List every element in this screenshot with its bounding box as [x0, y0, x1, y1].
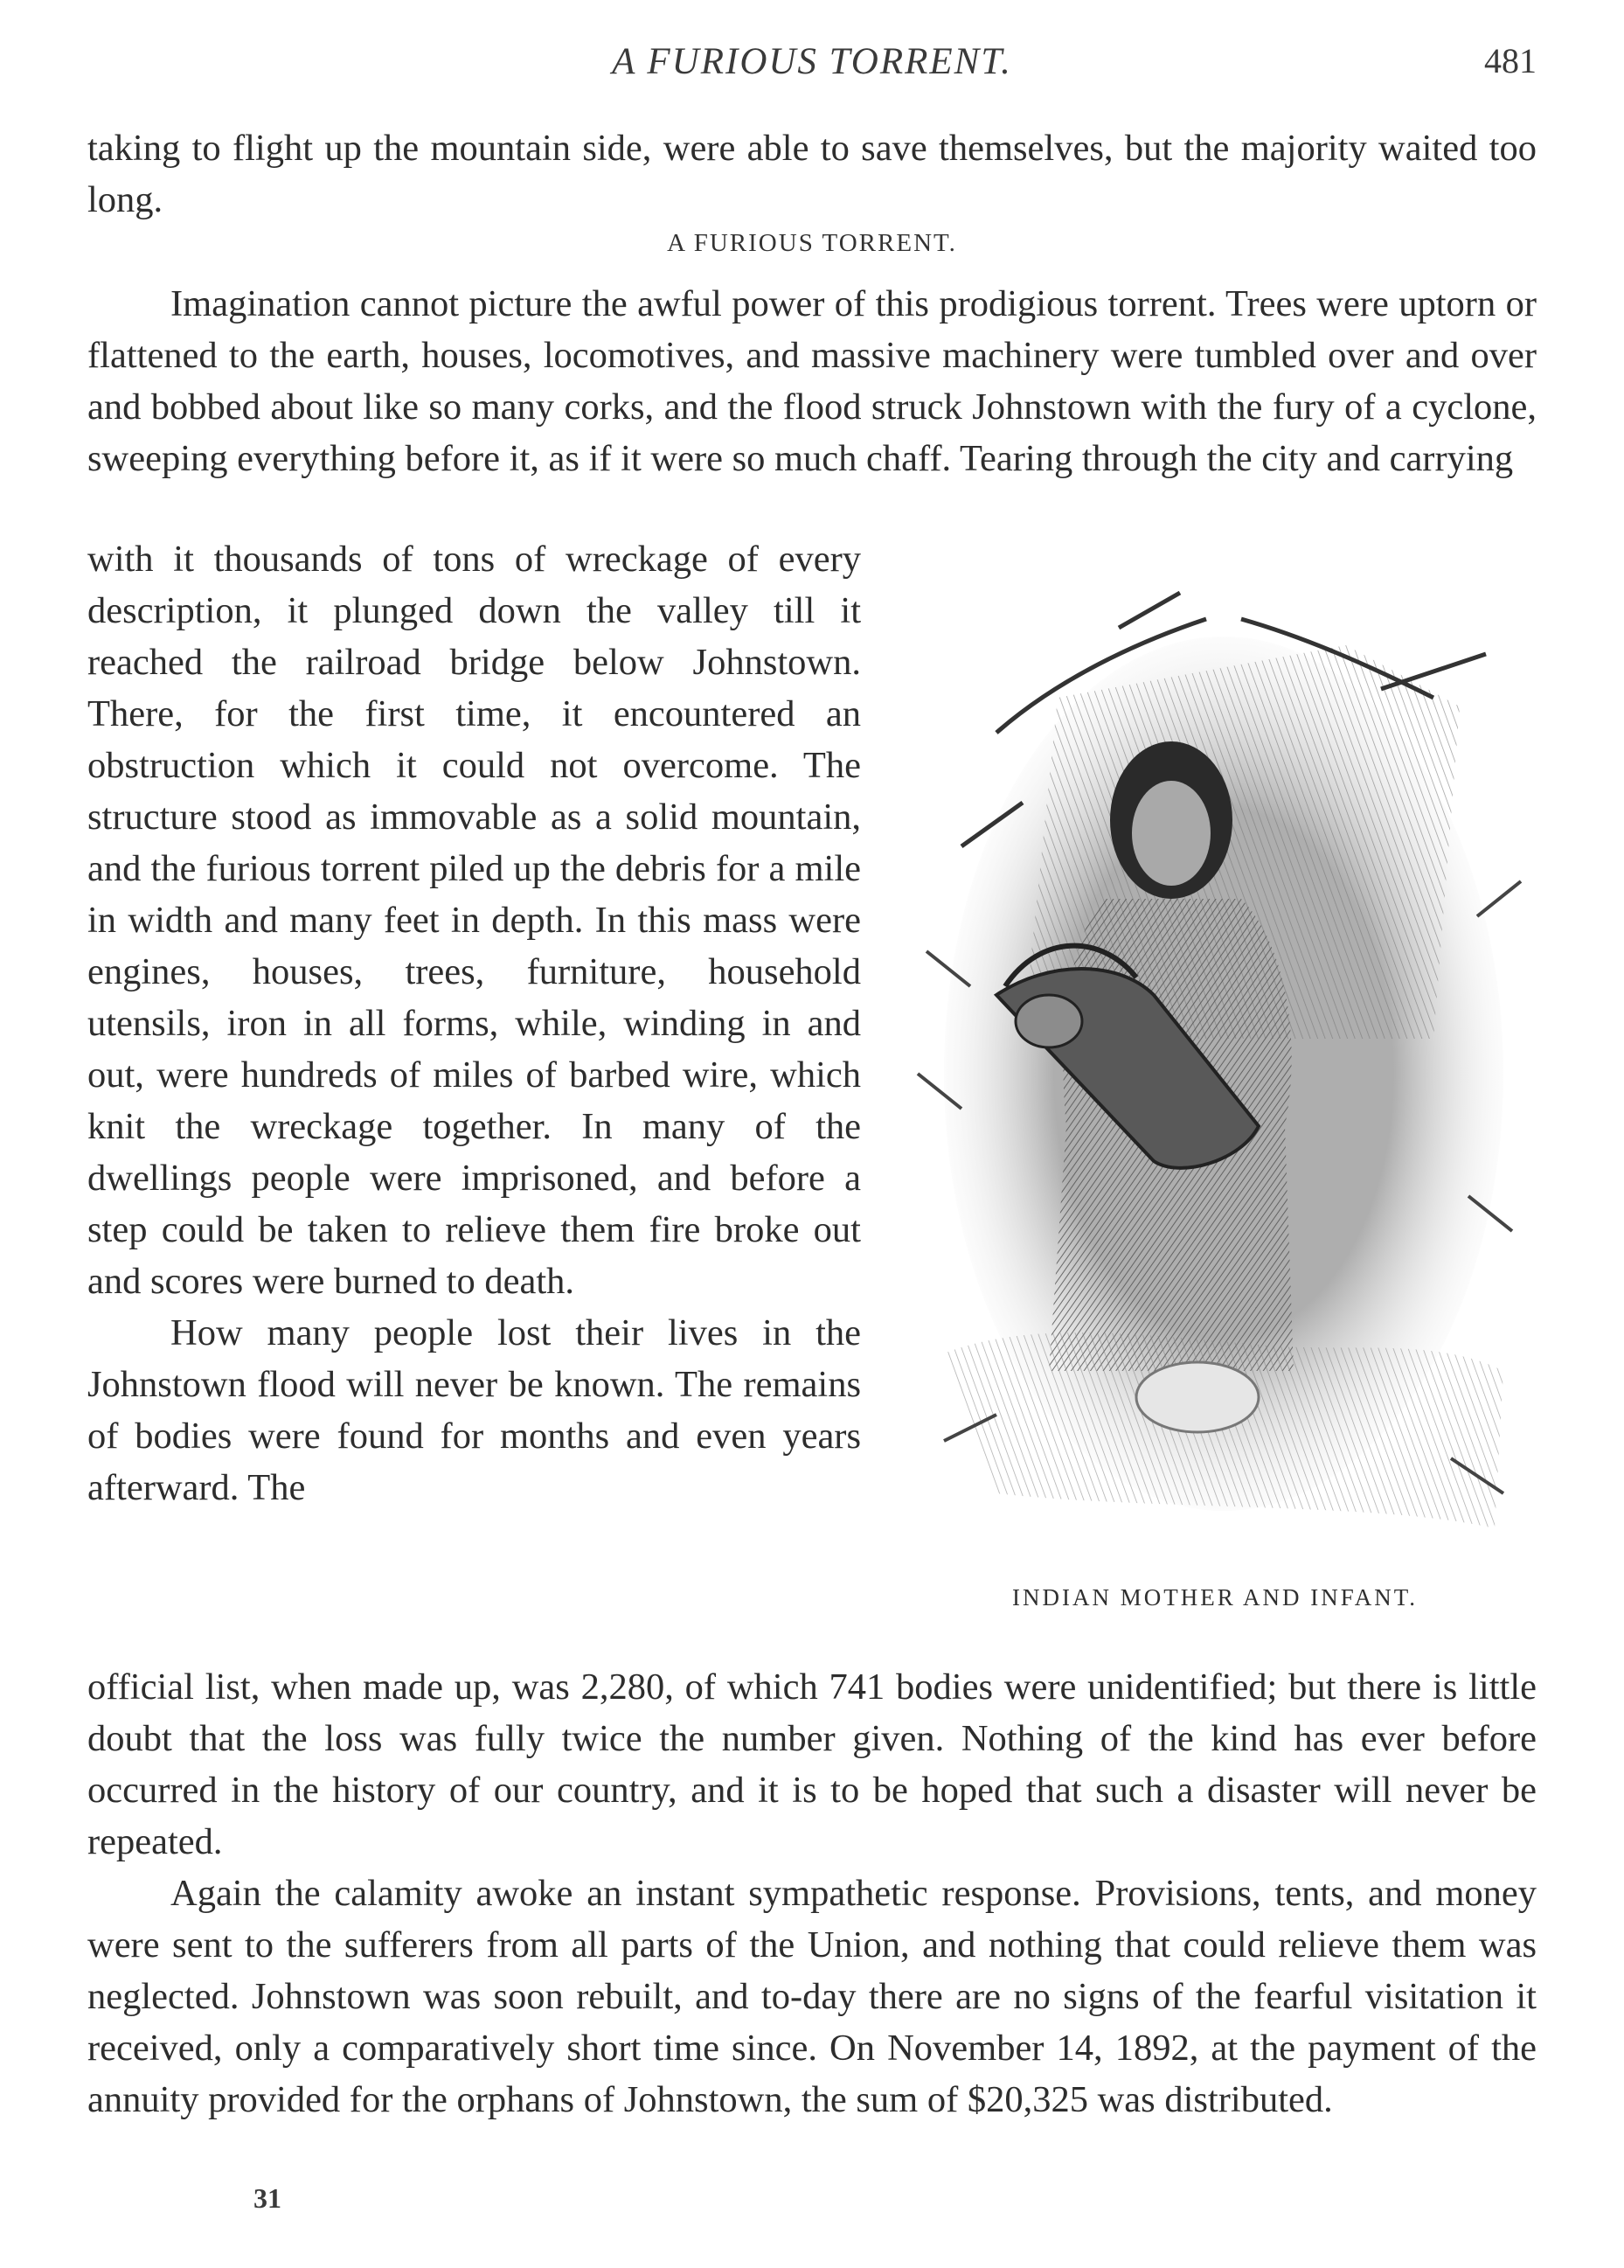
- running-head: [0, 40, 1624, 93]
- signature-mark: 31: [253, 2182, 281, 2214]
- narrow-column: [87, 533, 861, 1513]
- ground-shape: [944, 1332, 1503, 1528]
- paragraph-text: with it thousands of tons of wreckage of every description, it plunged down the valley till it reached the railroad bridge below Johnstown. There, for the first time, it encountered an obstruction which it could not overcome. The structure stood as immovable as a solid mountain, and the furious torrent piled up the debris for a mile in width and many feet in depth. In this mass were engines, houses, trees, furniture, household utensils, iron in all forms, while, winding in and out, were hundreds of miles of barbed wire, which knit the wreckage together. In many of the dwellings people were imprisoned, and before a step could be taken to relieve them fire broke out and scores were burned to death.: [87, 539, 861, 1302]
- paragraph-continued: [87, 122, 1537, 226]
- face-shape: [1132, 781, 1211, 886]
- figure-caption: INDIAN MOTHER AND INFANT.: [1012, 1584, 1418, 1611]
- paragraph-text: Again the calamity awoke an instant sympathetic response. Provisions, tents, and money were sent to the sufferers from all parts of the Union, and nothing that could relieve them was neglected. Johnstown was soon rebuilt, and to-day there are no signs of the fearful visitation it received, only a comparatively short time since. On November 14, 1892, at the payment of the annuity provided for the orphans of Johnstown, the sum of $20,325 was distributed.: [87, 1873, 1537, 2120]
- engraving-image: [892, 584, 1543, 1572]
- paragraph-text: Imagination cannot picture the awful power of this prodigious torrent. Trees were uptorn or flattened to the earth, houses, locomotives, and massive machinery were tumbled over and over and bobbed about like so many corks, and the flood struck Johnstown with the fury of a cyclone, sweeping everything before it, as if it were so much chaff. Tearing through the city and carrying: [87, 283, 1537, 479]
- page-number: 481: [1484, 41, 1537, 80]
- section-heading: A FURIOUS TORRENT.: [667, 229, 957, 257]
- infant-head: [1016, 995, 1082, 1047]
- engraving-illustration: [892, 584, 1543, 1572]
- rock-shape: [1136, 1362, 1259, 1432]
- paragraph-text: taking to flight up the mountain side, were able to save themselves, but the majority waited too long.: [87, 128, 1537, 220]
- running-title: A FURIOUS TORRENT.: [612, 41, 1012, 82]
- paragraph-imagination-wide: [87, 278, 1537, 484]
- paragraph-text: official list, when made up, was 2,280, of which 741 bodies were unidentified; but there is little doubt that the loss was fully twice the number given. Nothing of the kind has ever before occurred in the history of our country, and it is to be hoped that such a disaster will never be repeated.: [87, 1666, 1537, 1862]
- body-lower: [87, 1661, 1537, 2125]
- paragraph-text: How many people lost their lives in the Johnstown flood will never be known. The remains of bodies were found for months and even years afterward. The: [87, 1312, 861, 1508]
